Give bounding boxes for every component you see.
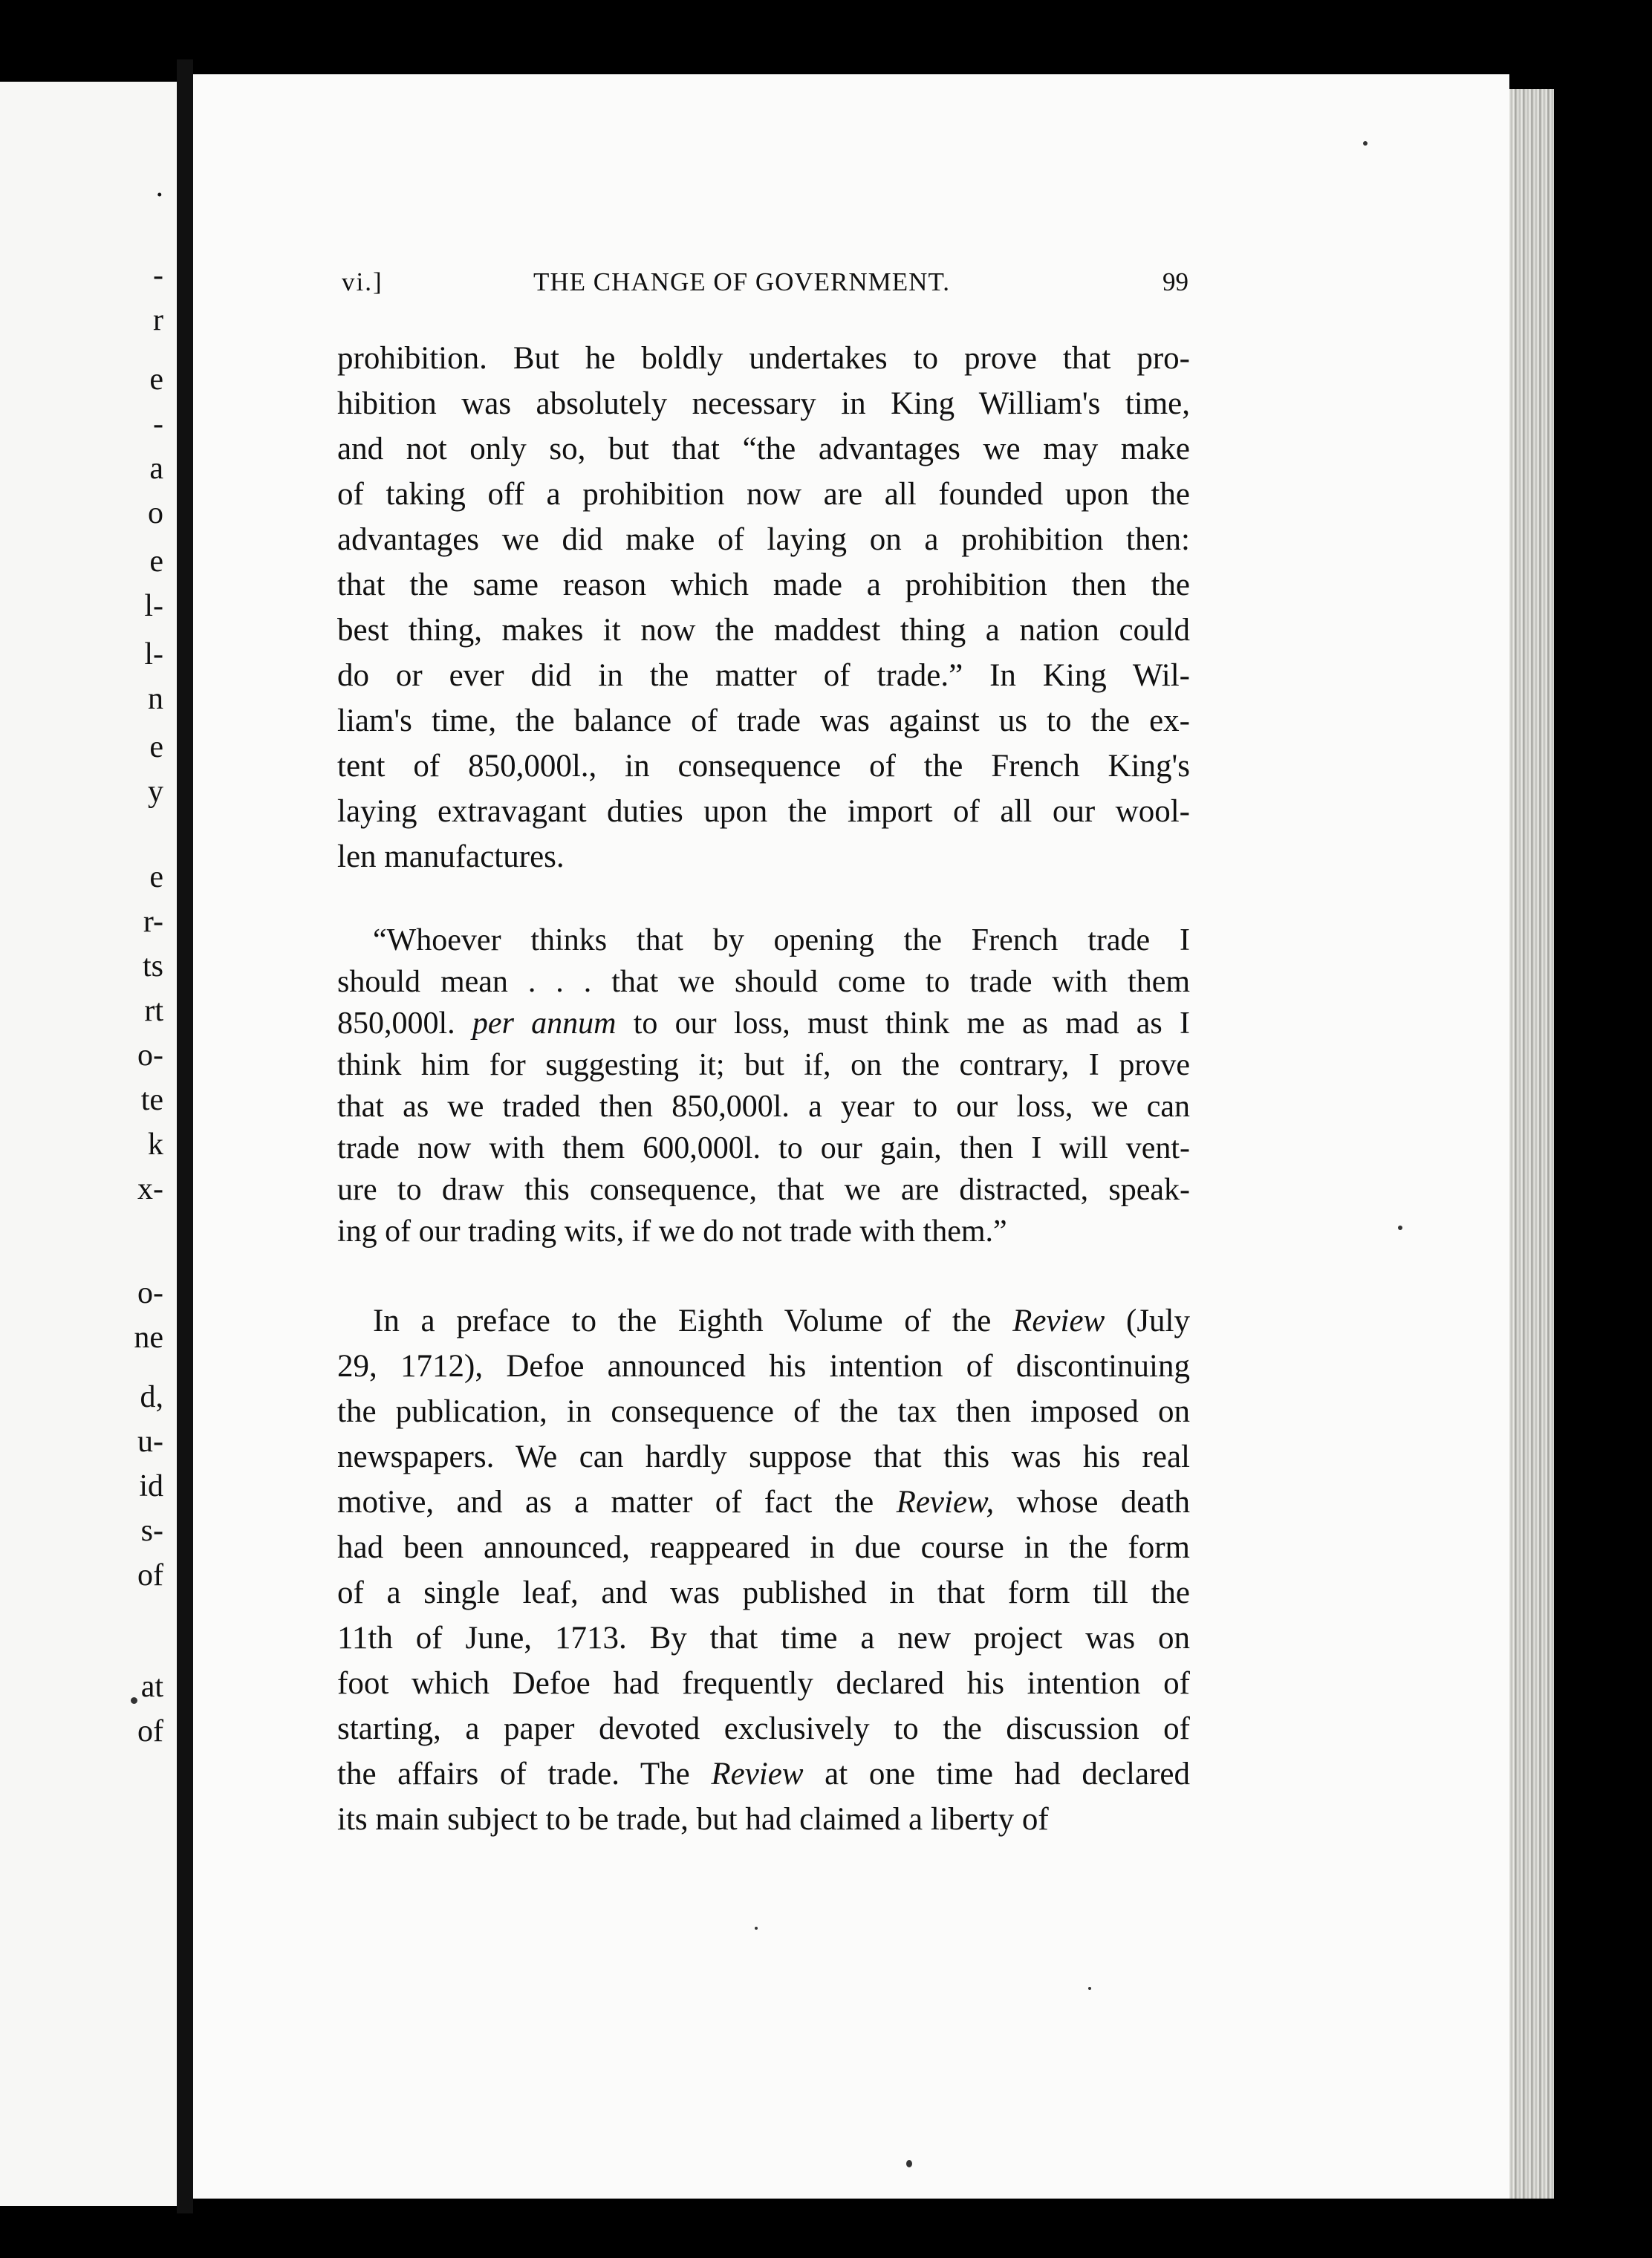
italic-text: per annum: [472, 1006, 617, 1041]
left-page-fragment: e: [149, 544, 163, 579]
left-page-fragment: o-: [137, 1038, 163, 1073]
text-run: motive, and as a matter of fact the: [337, 1485, 897, 1520]
left-page-fragment: te: [140, 1083, 163, 1117]
text-line: that the same reason which made a prohibition then the: [337, 567, 1190, 602]
italic-text: Review: [711, 1757, 804, 1792]
left-page-edge: [0, 82, 177, 2206]
text-line: [337, 1298, 1190, 1344]
text-line: [337, 1797, 1190, 1842]
page-number: 99: [1162, 267, 1188, 296]
left-page-fragment: r-: [143, 905, 163, 939]
text-line: [337, 1389, 1190, 1434]
text-line: [337, 1434, 1190, 1480]
left-page-fragment: o-: [137, 1276, 163, 1310]
text-line: prohibition. But he boldly undertakes to prove that pro-: [337, 341, 1190, 376]
text-line: [337, 1480, 1190, 1525]
left-page-fragment: id: [139, 1469, 163, 1503]
left-page-fragment: n: [148, 682, 163, 716]
left-page-fragment: l-: [144, 589, 163, 623]
text-run: foot which Defoe had frequently declared his intention of: [337, 1666, 1190, 1701]
block-quote: [337, 920, 1190, 1252]
text-run: whose death: [994, 1485, 1190, 1520]
text-line: [337, 1661, 1190, 1706]
text-line: of taking off a prohibition now are all founded upon the: [337, 477, 1190, 512]
left-page-fragment: x-: [137, 1172, 163, 1206]
text-run: that as we traded then 850,000l. a year to our loss, we can: [337, 1090, 1190, 1124]
paragraph-continued: [337, 336, 1190, 879]
left-page-fragment: s-: [140, 1514, 163, 1548]
left-page-fragment: of: [137, 1558, 163, 1592]
text-line: hibition was absolutely necessary in King William's time,: [337, 386, 1190, 421]
text-line: advantages we did make of laying on a prohibition then:: [337, 522, 1190, 557]
text-run: In a preface to the Eighth Volume of the: [373, 1304, 1013, 1338]
text-run: think him for suggesting it; but if, on the contrary, I prove: [337, 1048, 1190, 1082]
left-page-fragment: ts: [142, 949, 163, 983]
chapter-marker: vi.]: [342, 267, 383, 296]
left-page-fragment: u-: [137, 1425, 163, 1459]
scan-border: [1554, 82, 1652, 2258]
left-page-fragment: -: [153, 407, 163, 441]
text-line: [337, 920, 1190, 961]
left-page-fragment: o: [148, 496, 163, 530]
left-page-fragment: a: [149, 452, 163, 486]
text-line: [337, 1086, 1190, 1128]
text-run: at one time had declared: [803, 1757, 1190, 1792]
text-run: newspapers. We can hardly suppose that this was his real: [337, 1439, 1190, 1474]
text-run: to our loss, must think me as mad as I: [616, 1006, 1190, 1041]
text-run: its main subject to be trade, but had claimed a liberty of: [337, 1802, 1049, 1837]
text-line: [337, 1751, 1190, 1797]
left-page-fragment: .: [155, 169, 163, 204]
text-line: laying extravagant duties upon the import of all our wool-: [337, 794, 1190, 829]
text-line: best thing, makes it now the maddest thing a nation could: [337, 613, 1190, 648]
text-line: [337, 1570, 1190, 1616]
text-line: liam's time, the balance of trade was against us to the ex-: [337, 703, 1190, 738]
book-gutter: [177, 59, 193, 2213]
text-line: tent of 850,000l., in consequence of the French King's: [337, 749, 1190, 784]
text-line: len manufactures.: [337, 839, 565, 874]
text-run: “Whoever thinks that by opening the French trade I: [373, 923, 1190, 957]
text-line: [337, 1044, 1190, 1086]
text-run: trade now with them 600,000l. to our gain, then I will vent-: [337, 1131, 1190, 1165]
italic-text: Review,: [896, 1485, 995, 1520]
text-run: of a single leaf, and was published in that form till the: [337, 1575, 1190, 1610]
text-run: had been announced, reappeared in due course in the form: [337, 1530, 1190, 1565]
text-line: [337, 1525, 1190, 1570]
left-page-fragment: r: [153, 303, 163, 337]
text-run: the affairs of trade. The: [337, 1757, 712, 1792]
running-title: THE CHANGE OF GOVERNMENT.: [533, 267, 950, 296]
text-run: 29, 1712), Defoe announced his intention of discontinuing: [337, 1349, 1190, 1384]
text-line: [337, 1211, 1190, 1252]
text-line: [337, 1616, 1190, 1661]
left-page-fragment: d,: [140, 1380, 163, 1414]
left-page-fragment: -: [153, 258, 163, 293]
left-page-fragment: e: [149, 730, 163, 764]
left-page-fragment: l-: [144, 637, 163, 671]
left-page-fragment: k: [148, 1128, 163, 1162]
text-line: [337, 1003, 1190, 1044]
text-line: [337, 1344, 1190, 1389]
text-line: and not only so, but that “the advantages we may make: [337, 432, 1190, 466]
text-line: [337, 1128, 1190, 1169]
left-page-fragment: rt: [144, 994, 163, 1028]
text-run: (July: [1105, 1304, 1191, 1338]
text-line: [337, 1706, 1190, 1751]
text-run: 850,000l.: [337, 1006, 472, 1041]
left-page-fragment: e: [149, 362, 163, 397]
text-run: 11th of June, 1713. By that time a new project was on: [337, 1621, 1190, 1656]
text-run: ing of our trading wits, if we do not trade with them.”: [337, 1214, 1007, 1249]
page-fore-edge: [1509, 89, 1554, 2199]
text-run: ure to draw this consequence, that we are distracted, speak-: [337, 1173, 1190, 1207]
left-page-fragment: e: [149, 860, 163, 894]
italic-text: Review: [1012, 1304, 1105, 1338]
text-run: starting, a paper devoted exclusively to the discussion of: [337, 1711, 1190, 1746]
text-run: the publication, in consequence of the tax then imposed on: [337, 1394, 1190, 1429]
left-page-fragment: ne: [134, 1321, 163, 1355]
left-page-fragment: of: [137, 1714, 163, 1748]
left-page-fragment: y: [148, 775, 163, 809]
text-run: should mean . . . that we should come to trade with them: [337, 965, 1190, 999]
left-page-fragment: at: [140, 1670, 163, 1704]
paragraph-preface: [337, 1298, 1190, 1842]
text-line: do or ever did in the matter of trade.” In King Wil-: [337, 658, 1190, 693]
text-line: [337, 961, 1190, 1003]
running-head: [342, 267, 1188, 306]
text-line: [337, 1169, 1190, 1211]
body-text: [337, 336, 1190, 1842]
